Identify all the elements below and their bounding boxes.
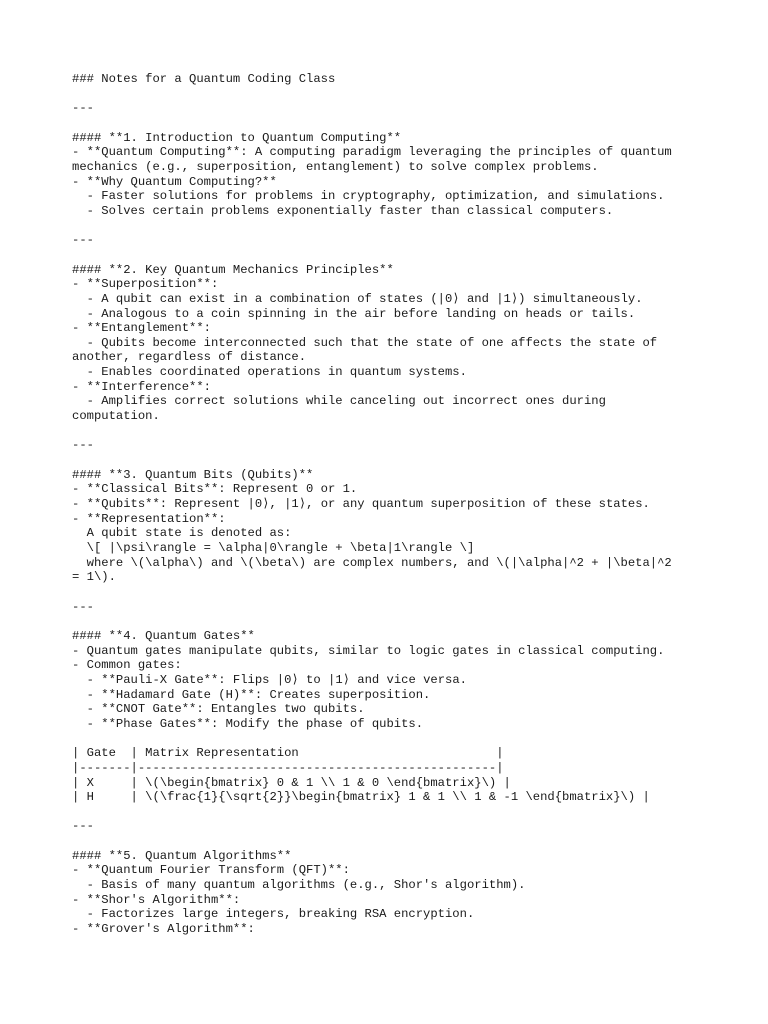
text-line: - Factorizes large integers, breaking RSA encryption. xyxy=(72,907,475,922)
text-line: - **Superposition**: xyxy=(72,277,219,292)
text-line: - **Quantum Fourier Transform (QFT)**: xyxy=(72,863,350,878)
blank-line xyxy=(72,219,712,234)
blank-line xyxy=(72,805,712,820)
blank-line xyxy=(72,424,712,439)
text-line: - **Representation**: xyxy=(72,511,226,526)
formula-line: \[ |\psi\rangle = \alpha|0\rangle + \beta|1\rangle \] xyxy=(72,541,475,555)
horizontal-rule: --- xyxy=(72,438,94,453)
text-line: - **CNOT Gate**: Entangles two qubits. xyxy=(72,702,365,717)
section-heading-5: #### **5. Quantum Algorithms** xyxy=(72,848,292,863)
text-line: - **Quantum Computing**: A computing paradigm leveraging the principles of quantum xyxy=(72,145,672,160)
section-heading-4: #### **4. Quantum Gates** xyxy=(72,628,255,643)
text-line: - Amplifies correct solutions while canceling out incorrect ones during xyxy=(72,394,606,409)
text-line: - Analogous to a coin spinning in the air before landing on heads or tails. xyxy=(72,306,636,321)
text-line: - **Grover's Algorithm**: xyxy=(72,922,255,937)
table-separator-row: |-------|-------------------------------------------------| xyxy=(72,760,504,775)
text-line: - **Qubits**: Represent |0⟩, |1⟩, or any quantum superposition of these states. xyxy=(72,497,650,512)
text-line: - Solves certain problems exponentially faster than classical computers. xyxy=(72,203,614,218)
horizontal-rule: --- xyxy=(72,819,94,834)
blank-line xyxy=(72,248,712,263)
text-line: A qubit state is denoted as: xyxy=(72,526,292,541)
blank-line xyxy=(72,834,712,849)
text-line: - Qubits become interconnected such that the state of one affects the state of xyxy=(72,335,658,350)
text-line: - **Hadamard Gate (H)**: Creates superposition. xyxy=(72,687,431,702)
horizontal-rule: --- xyxy=(72,101,94,116)
text-line: - Quantum gates manipulate qubits, similar to logic gates in classical computing. xyxy=(72,643,665,658)
text-line: computation. xyxy=(72,409,160,424)
text-line: - **Classical Bits**: Represent 0 or 1. xyxy=(72,482,358,497)
blank-line xyxy=(72,585,712,600)
blank-line xyxy=(72,116,712,131)
blank-line xyxy=(72,732,712,747)
text-line: - **Shor's Algorithm**: xyxy=(72,892,241,907)
blank-line xyxy=(72,614,712,629)
text-line: where \(\alpha\) and \(\beta\) are complex numbers, and \(|\alpha|^2 + |\beta|^2 xyxy=(72,555,672,570)
section-heading-3: #### **3. Quantum Bits (Qubits)** xyxy=(72,467,314,482)
text-line: - **Why Quantum Computing?** xyxy=(72,174,277,189)
blank-line xyxy=(72,453,712,468)
table-header-row: | Gate | Matrix Representation | xyxy=(72,746,504,761)
text-line: - **Phase Gates**: Modify the phase of qubits. xyxy=(72,716,424,731)
table-row: | X | \(\begin{bmatrix} 0 & 1 \\ 1 & 0 \end{bmatrix}\) | xyxy=(72,775,511,790)
blank-line xyxy=(72,87,712,102)
text-line: another, regardless of distance. xyxy=(72,350,307,365)
text-line: - **Interference**: xyxy=(72,379,211,394)
horizontal-rule: --- xyxy=(72,233,94,248)
text-line: - Common gates: xyxy=(72,658,182,673)
text-line: - A qubit can exist in a combination of states (|0⟩ and |1⟩) simultaneously. xyxy=(72,291,643,306)
text-line: mechanics (e.g., superposition, entanglement) to solve complex problems. xyxy=(72,159,599,174)
doc-title: ### Notes for a Quantum Coding Class xyxy=(72,72,336,86)
text-line: - Faster solutions for problems in cryptography, optimization, and simulations. xyxy=(72,189,665,204)
section-heading-2: #### **2. Key Quantum Mechanics Principles** xyxy=(72,262,394,277)
horizontal-rule: --- xyxy=(72,599,94,614)
text-line: - **Pauli-X Gate**: Flips |0⟩ to |1⟩ and vice versa. xyxy=(72,672,467,687)
text-line: - Basis of many quantum algorithms (e.g., Shor's algorithm). xyxy=(72,878,526,893)
document-page xyxy=(72,72,712,937)
text-line: - Enables coordinated operations in quantum systems. xyxy=(72,365,467,380)
text-line: - **Entanglement**: xyxy=(72,321,211,336)
text-line: = 1\). xyxy=(72,570,116,585)
table-row: | H | \(\frac{1}{\sqrt{2}}\begin{bmatrix} 1 & 1 \\ 1 & -1 \end{bmatrix}\) | xyxy=(72,790,650,805)
section-heading-1: #### **1. Introduction to Quantum Computing** xyxy=(72,130,402,145)
